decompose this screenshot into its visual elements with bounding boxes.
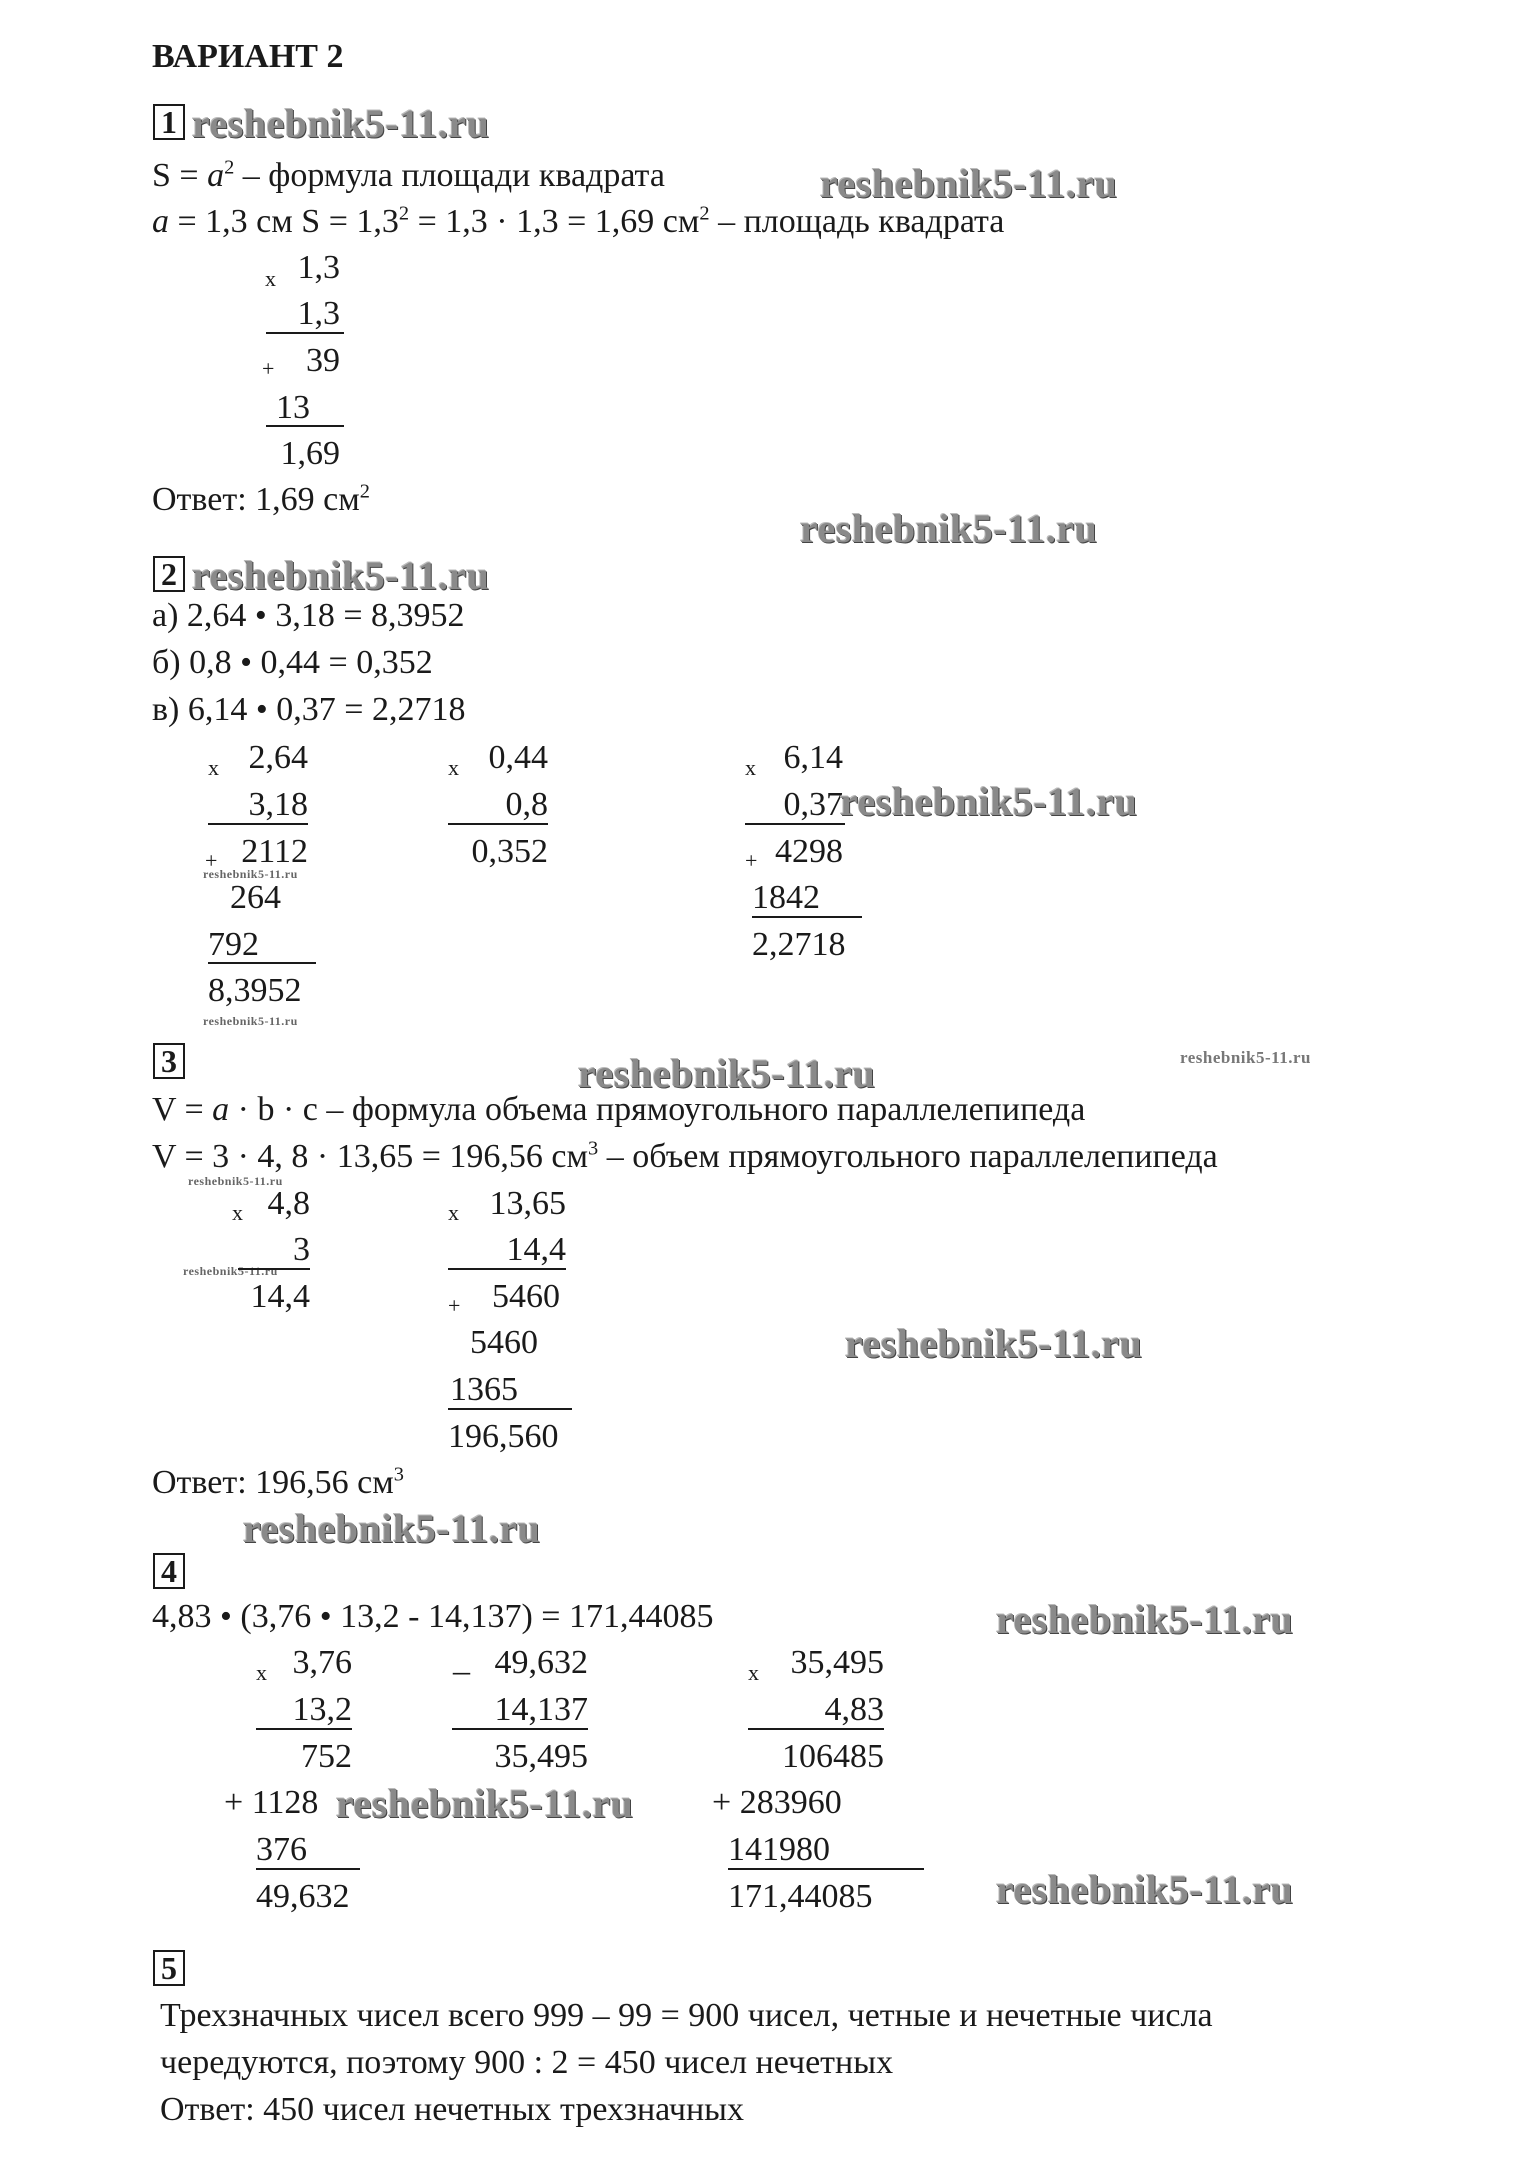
calc-operand: 14,137 [494, 1691, 588, 1728]
calc-line [266, 425, 344, 427]
watermark: reshebnik5-11.ru [188, 1174, 283, 1188]
watermark: reshebnik5-11.ru [336, 1781, 634, 1826]
calc-partial: 376 [256, 1831, 307, 1868]
task-1-solution: a = 1,3 см $S = 1,3^2 = 1,3 \cdot 1,3 = 1,69$ $см^2$ – площадь квадрата [152, 202, 1005, 240]
calc-operand: 3,76 [292, 1644, 352, 1681]
watermark: reshebnik5-11.ru [243, 1506, 541, 1551]
calc-partial: 752 [301, 1738, 352, 1775]
calc-result: 8,3952 [208, 972, 302, 1009]
task-1-answer: Ответ: 1,69 $см^2$ [152, 480, 370, 518]
calc-result: 49,632 [256, 1878, 350, 1915]
watermark: reshebnik5-11.ru [996, 1597, 1294, 1642]
calc-result: 196,560 [448, 1418, 559, 1455]
calc-partial: 1842 [752, 879, 820, 916]
plus-sign: + [262, 356, 275, 381]
calc-line [448, 1408, 572, 1410]
calc-line [256, 1868, 360, 1870]
calc-partial: 5460 [470, 1324, 538, 1361]
calc-partial: + 283960 [712, 1784, 842, 1821]
calc-partial: 13 [276, 389, 310, 426]
calc-line [256, 1728, 352, 1730]
calc-operand: 49,632 [494, 1644, 588, 1681]
calc-operand: 2,64 [248, 739, 308, 776]
calc-partial: 792 [208, 926, 259, 963]
calc-line [448, 823, 548, 825]
calc-operand: 4,8 [267, 1185, 310, 1222]
task-1-formula: $S = a^2$ – формула площади квадрата [152, 156, 665, 194]
calc-operand: 0,44 [488, 739, 548, 776]
watermark: reshebnik5-11.ru [800, 506, 1098, 551]
calc-line [266, 332, 344, 334]
calc-partial: 1365 [450, 1371, 518, 1408]
page-title: ВАРИАНТ 2 [152, 38, 344, 75]
watermark: reshebnik5-11.ru [203, 1014, 298, 1028]
calc-operand: 3,18 [248, 786, 308, 823]
watermark: reshebnik5-11.ru [578, 1051, 876, 1096]
watermark: reshebnik5-11.ru [840, 779, 1138, 824]
task-4-number: 4 [153, 1553, 185, 1589]
watermark: reshebnik5-11.ru [192, 553, 490, 598]
multiply-sign: х [265, 266, 276, 291]
calc-line [728, 1868, 924, 1870]
task-2-c: в) 6,14 • 0,37 = 2,2718 [152, 691, 466, 728]
calc-partial: 141980 [728, 1831, 830, 1868]
calc-partial: 39 [306, 342, 340, 379]
plus-sign: + [745, 848, 758, 873]
multiply-sign: х [748, 1660, 759, 1685]
calc-line [748, 1728, 884, 1730]
watermark: reshebnik5-11.ru [845, 1321, 1143, 1366]
calc-partial: 106485 [782, 1738, 884, 1775]
plus-sign: + [205, 848, 218, 873]
calc-partial: 264 [230, 879, 281, 916]
task-5-line-2: чередуются, поэтому 900 : 2 = 450 чисел нечетных [160, 2044, 894, 2081]
watermark: reshebnik5-11.ru [1180, 1048, 1311, 1067]
watermark: reshebnik5-11.ru [996, 1867, 1294, 1912]
calc-line [745, 823, 845, 825]
multiply-sign: х [448, 1200, 459, 1225]
task-3-answer: Ответ: 196,56 $см^3$ [152, 1463, 404, 1501]
multiply-sign: х [232, 1200, 243, 1225]
task-2-number: 2 [153, 556, 185, 592]
calc-partial: 2112 [241, 833, 308, 870]
calc-operand: 0,37 [783, 786, 843, 823]
multiply-sign: х [208, 755, 219, 780]
calc-operand: 6,14 [783, 739, 843, 776]
calc-line [448, 1268, 566, 1270]
task-5-line-1: Трехзначных чисел всего 999 – 99 = 900 чисел, четные и нечетные числа [160, 1997, 1213, 2034]
calc-operand: 13,2 [292, 1691, 352, 1728]
calc-result: 0,352 [471, 833, 548, 870]
calc-partial: + 1128 [224, 1784, 319, 1821]
calc-line [452, 1728, 588, 1730]
task-2-b: б) 0,8 • 0,44 = 0,352 [152, 644, 433, 681]
task-4-expression: 4,83 • (3,76 • 13,2 - 14,137) = 171,44085 [152, 1598, 714, 1635]
task-3-formula: V = a · b · c – формула объема прямоугольного параллелепипеда [152, 1091, 1086, 1128]
watermark: reshebnik5-11.ru [820, 161, 1118, 206]
calc-operand: 3 [293, 1231, 310, 1268]
task-2-a: а) 2,64 • 3,18 = 8,3952 [152, 597, 465, 634]
calc-operand: 14,4 [506, 1231, 566, 1268]
task-1-number: 1 [153, 104, 185, 140]
calc-line [752, 916, 862, 918]
task-3-number: 3 [153, 1043, 185, 1079]
calc-operand: 0,8 [505, 786, 548, 823]
calc-operand: 13,65 [489, 1185, 566, 1222]
watermark: reshebnik5-11.ru [183, 1264, 278, 1278]
multiply-sign: х [256, 1660, 267, 1685]
task-3-solution: V = 3 · 4, 8 · 13,65 = 196,56 $см^3$ – объем прямоугольного параллелепипеда [152, 1137, 1218, 1175]
calc-result: 14,4 [250, 1278, 310, 1315]
calc-operand: 4,83 [824, 1691, 884, 1728]
multiply-sign: х [448, 755, 459, 780]
calc-result: 35,495 [494, 1738, 588, 1775]
watermark: reshebnik5-11.ru [203, 867, 298, 881]
minus-sign: _ [453, 1641, 470, 1678]
multiply-sign: х [745, 755, 756, 780]
calc-result: 2,2718 [752, 926, 846, 963]
calc-result: 1,69 [280, 435, 340, 472]
calc-line [208, 962, 316, 964]
task-5-number: 5 [153, 1950, 185, 1986]
calc-result: 171,44085 [728, 1878, 873, 1915]
calc-line [208, 823, 308, 825]
calc-partial: 5460 [492, 1278, 560, 1315]
calc-operand: 35,495 [790, 1644, 884, 1681]
watermark: reshebnik5-11.ru [192, 101, 490, 146]
calc-partial: 4298 [775, 833, 843, 870]
task-5-answer: Ответ: 450 чисел нечетных трехзначных [160, 2091, 745, 2128]
calc-operand: 1,3 [297, 295, 340, 332]
plus-sign: + [448, 1293, 461, 1318]
calc-operand: 1,3 [297, 249, 340, 286]
calc-line [238, 1268, 310, 1270]
